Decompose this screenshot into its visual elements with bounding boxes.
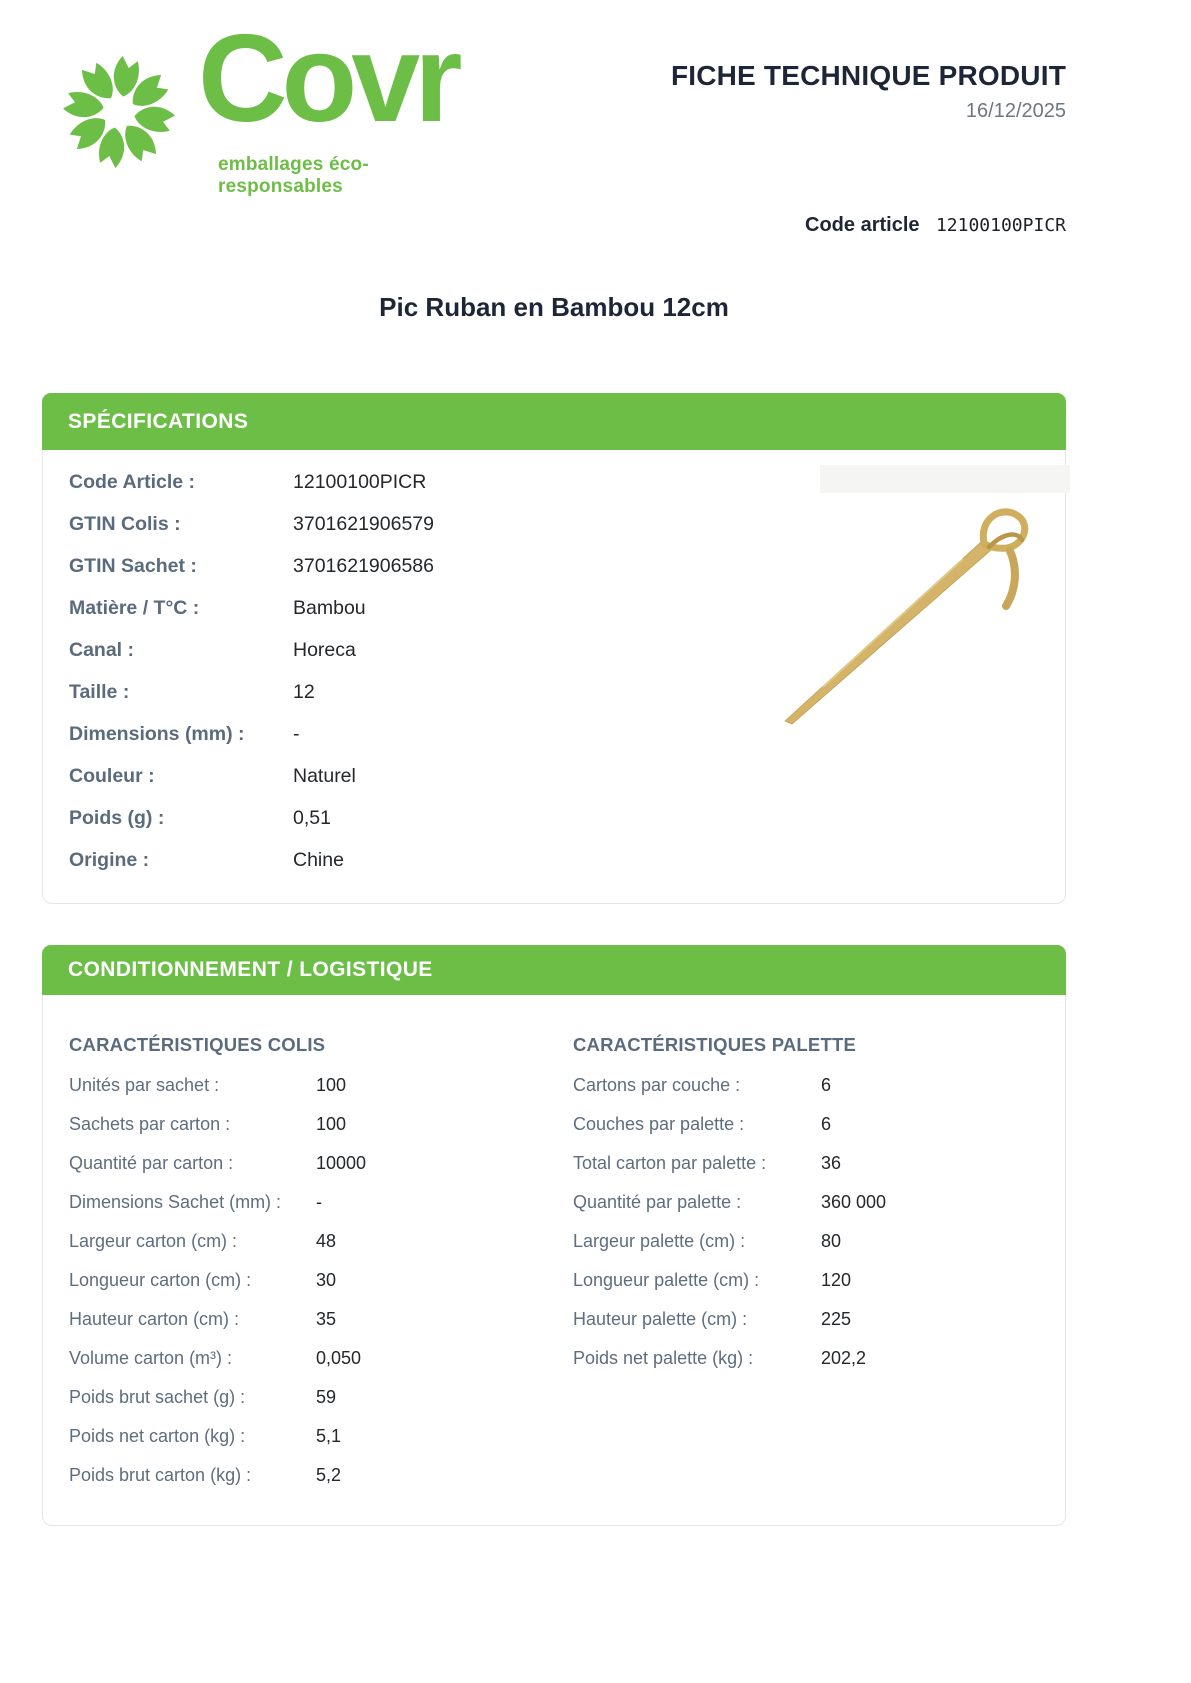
- code-article-value: 12100100PICR: [935, 215, 1066, 236]
- palette-row: [573, 1075, 1043, 1114]
- document-date: 16/12/2025: [965, 100, 1066, 122]
- spec-row: [69, 807, 669, 849]
- spec-row: [69, 765, 669, 807]
- spec-value: -: [293, 723, 300, 745]
- logistics-card: [42, 945, 1066, 1526]
- palette-value: 36: [821, 1153, 842, 1173]
- brand-tagline: emballages éco-responsables: [218, 154, 369, 197]
- colis-row: [69, 1348, 549, 1387]
- spec-row: [69, 849, 669, 891]
- colis-row: [69, 1387, 549, 1426]
- palette-row: [573, 1231, 1043, 1270]
- palette-row: [573, 1270, 1043, 1309]
- colis-row: [69, 1309, 549, 1348]
- colis-label: Dimensions Sachet (mm) :: [69, 1192, 282, 1212]
- colis-label: Poids brut carton (kg) :: [69, 1465, 252, 1485]
- palette-value: 202,2: [821, 1348, 867, 1368]
- colis-label: Unités par sachet :: [69, 1075, 220, 1095]
- colis-label: Poids net carton (kg) :: [69, 1426, 246, 1446]
- colis-value: 48: [316, 1231, 337, 1251]
- colis-value: 100: [316, 1114, 347, 1134]
- colis-row: [69, 1075, 549, 1114]
- colis-rows: [69, 1075, 549, 1504]
- palette-value: 360 000: [821, 1192, 887, 1212]
- colis-value: -: [316, 1192, 322, 1212]
- spec-label: Dimensions (mm) :: [69, 723, 245, 745]
- colis-value: 30: [316, 1270, 337, 1290]
- palette-row: [573, 1348, 1043, 1387]
- colis-row: [69, 1114, 549, 1153]
- spec-label: Origine :: [69, 849, 150, 871]
- colis-value: 5,2: [316, 1465, 342, 1485]
- document-header: [671, 60, 1066, 123]
- spec-row: [69, 681, 669, 723]
- palette-label: Cartons par couche :: [573, 1075, 741, 1095]
- colis-value: 59: [316, 1387, 337, 1407]
- spec-row: [69, 723, 669, 765]
- colis-label: Largeur carton (cm) :: [69, 1231, 238, 1251]
- palette-label: Largeur palette (cm) :: [573, 1231, 746, 1251]
- colis-value: 10000: [316, 1153, 367, 1173]
- colis-row: [69, 1192, 549, 1231]
- spec-label: Taille :: [69, 681, 130, 703]
- spec-label: Poids (g) :: [69, 807, 165, 829]
- spec-value: Chine: [293, 849, 344, 871]
- palette-label: Total carton par palette :: [573, 1153, 767, 1173]
- spec-label: GTIN Sachet :: [69, 555, 197, 577]
- spec-value: 3701621906579: [293, 513, 434, 535]
- photo-background-edge: [820, 465, 1070, 493]
- colis-row: [69, 1426, 549, 1465]
- spec-row: [69, 513, 669, 555]
- palette-label: Hauteur palette (cm) :: [573, 1309, 748, 1329]
- spec-row: [69, 639, 669, 681]
- colis-row: [69, 1465, 549, 1504]
- code-article-line: [805, 214, 1066, 237]
- palette-label: Quantité par palette :: [573, 1192, 742, 1212]
- colis-column: [69, 1034, 549, 1504]
- colis-label: Quantité par carton :: [69, 1153, 234, 1173]
- palette-value: 225: [821, 1309, 852, 1329]
- colis-row: [69, 1231, 549, 1270]
- palette-column: [573, 1034, 1043, 1387]
- spec-value: Bambou: [293, 597, 366, 619]
- spec-value: 3701621906586: [293, 555, 434, 577]
- company-logo: [48, 10, 488, 197]
- product-title: Pic Ruban en Bambou 12cm: [379, 292, 729, 322]
- palette-row: [573, 1114, 1043, 1153]
- colis-label: Sachets par carton :: [69, 1114, 231, 1134]
- spec-row: [69, 471, 669, 513]
- palette-label: Longueur palette (cm) :: [573, 1270, 760, 1290]
- document-title: FICHE TECHNIQUE PRODUIT: [670, 60, 1066, 91]
- palette-rows: [573, 1075, 1043, 1387]
- leaf-wreath-icon: [48, 50, 190, 174]
- palette-row: [573, 1309, 1043, 1348]
- logistics-section-header: CONDITIONNEMENT / LOGISTIQUE: [42, 945, 1066, 995]
- colis-value: 5,1: [316, 1426, 342, 1446]
- spec-value: 12100100PICR: [293, 471, 427, 493]
- spec-row: [69, 597, 669, 639]
- spec-value: 12: [293, 681, 315, 703]
- palette-row: [573, 1192, 1043, 1231]
- colis-row: [69, 1153, 549, 1192]
- colis-value: 0,050: [316, 1348, 362, 1368]
- colis-value: 35: [316, 1309, 337, 1329]
- brand-wordmark: Covr: [198, 10, 457, 148]
- palette-label: Poids net palette (kg) :: [573, 1348, 754, 1368]
- palette-label: Couches par palette :: [573, 1114, 745, 1134]
- spec-label: Canal :: [69, 639, 135, 661]
- spec-value: Naturel: [293, 765, 356, 787]
- spec-value: 0,51: [293, 807, 331, 829]
- colis-value: 100: [316, 1075, 347, 1095]
- colis-label: Hauteur carton (cm) :: [69, 1309, 240, 1329]
- palette-value: 6: [821, 1114, 832, 1134]
- palette-row: [573, 1153, 1043, 1192]
- spec-label: Matière / T°C :: [69, 597, 200, 619]
- specifications-section-header: SPÉCIFICATIONS: [42, 393, 1066, 450]
- code-article-label: Code article: [805, 214, 920, 236]
- colis-label: Longueur carton (cm) :: [69, 1270, 252, 1290]
- spec-label: Couleur :: [69, 765, 155, 787]
- palette-value: 80: [821, 1231, 842, 1251]
- spec-value: Horeca: [293, 639, 356, 661]
- colis-row: [69, 1270, 549, 1309]
- palette-value: 6: [821, 1075, 832, 1095]
- palette-value: 120: [821, 1270, 852, 1290]
- spec-label: Code Article :: [69, 471, 196, 493]
- spec-label: GTIN Colis :: [69, 513, 181, 535]
- colis-label: Poids brut sachet (g) :: [69, 1387, 246, 1407]
- colis-label: Volume carton (m³) :: [69, 1348, 233, 1368]
- product-photo-bamboo-pick: [765, 455, 1070, 760]
- palette-column-title: CARACTÉRISTIQUES PALETTE: [573, 1034, 856, 1055]
- spec-row: [69, 555, 669, 597]
- colis-column-title: CARACTÉRISTIQUES COLIS: [69, 1034, 326, 1055]
- specifications-rows: [69, 471, 669, 891]
